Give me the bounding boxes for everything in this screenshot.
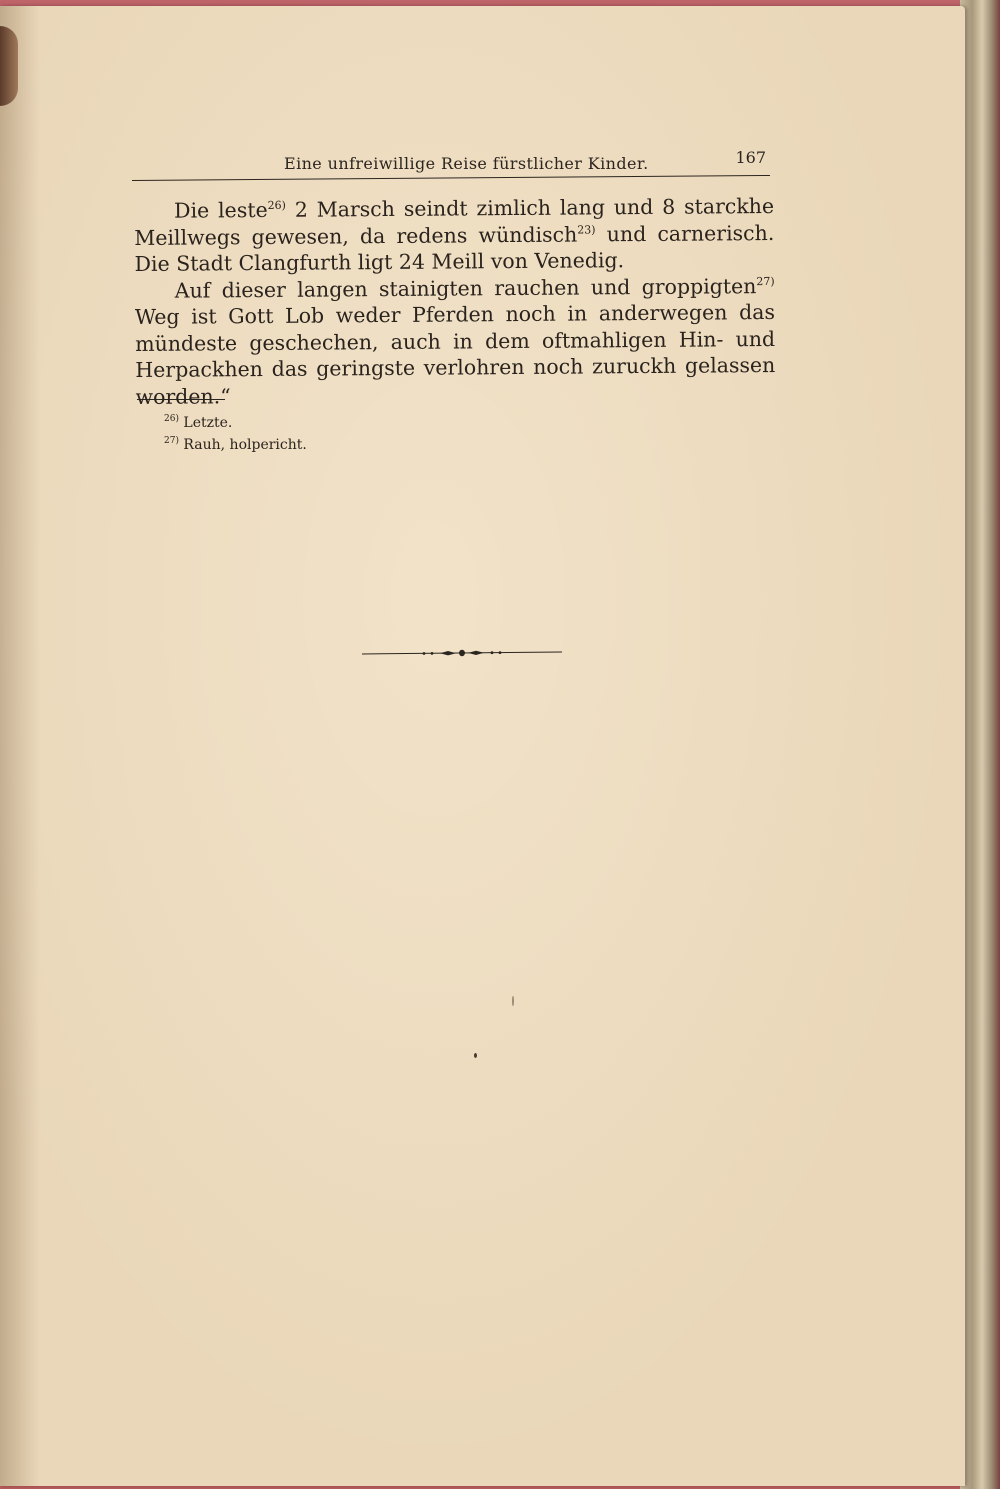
footnote-text: Letzte. (178, 415, 233, 431)
footnote-ref-23: 23) (577, 222, 596, 237)
footnote-ref-26: 26) (267, 198, 286, 212)
running-title: Eine unfreiwillige Reise fürstlicher Kinder. (284, 154, 649, 173)
page-number: 167 (735, 148, 766, 167)
p2-text-1: Auf dieser langen stainigten rauchen und groppigten (174, 273, 757, 303)
footnote-text: Rauh, holpericht. (178, 437, 307, 453)
footnote-ref-27: 27) (756, 274, 775, 288)
body-text (134, 193, 776, 410)
running-header (132, 148, 770, 182)
paper-speck (512, 996, 514, 1006)
footnote-rule (137, 399, 225, 400)
footnotes (164, 412, 307, 456)
p1-text-2: 2 Marsch seindt zimlich lang und 8 starckhe Meillwegs gewesen, da redens wündisch (134, 193, 775, 250)
header-rule (132, 175, 770, 181)
previous-page-curl (0, 26, 18, 106)
footnote-mark: 27) (164, 436, 179, 446)
footnote-27 (164, 434, 307, 456)
p1-text-3: und carnerisch. Die Stadt Clangfurth ligt 24 Meill von Venedig. (134, 220, 775, 276)
end-ornament-icon (362, 643, 562, 663)
paragraph-2 (135, 272, 776, 410)
p2-text-2: Weg ist Gott Lob weder Pferden noch in anderwegen das mündeste geschechen, auch in dem oftmahligen Hin- und Herpackhen das geringste verlohren noch zuruckh gelassen worden.“ (134, 299, 776, 409)
footnote-26 (164, 412, 307, 434)
paper-speck (474, 1053, 477, 1058)
paragraph-1 (134, 193, 775, 278)
p1-text-1: Die leste (174, 197, 268, 223)
footnote-mark: 26) (164, 414, 179, 424)
page-stack-edge (960, 0, 1000, 1489)
